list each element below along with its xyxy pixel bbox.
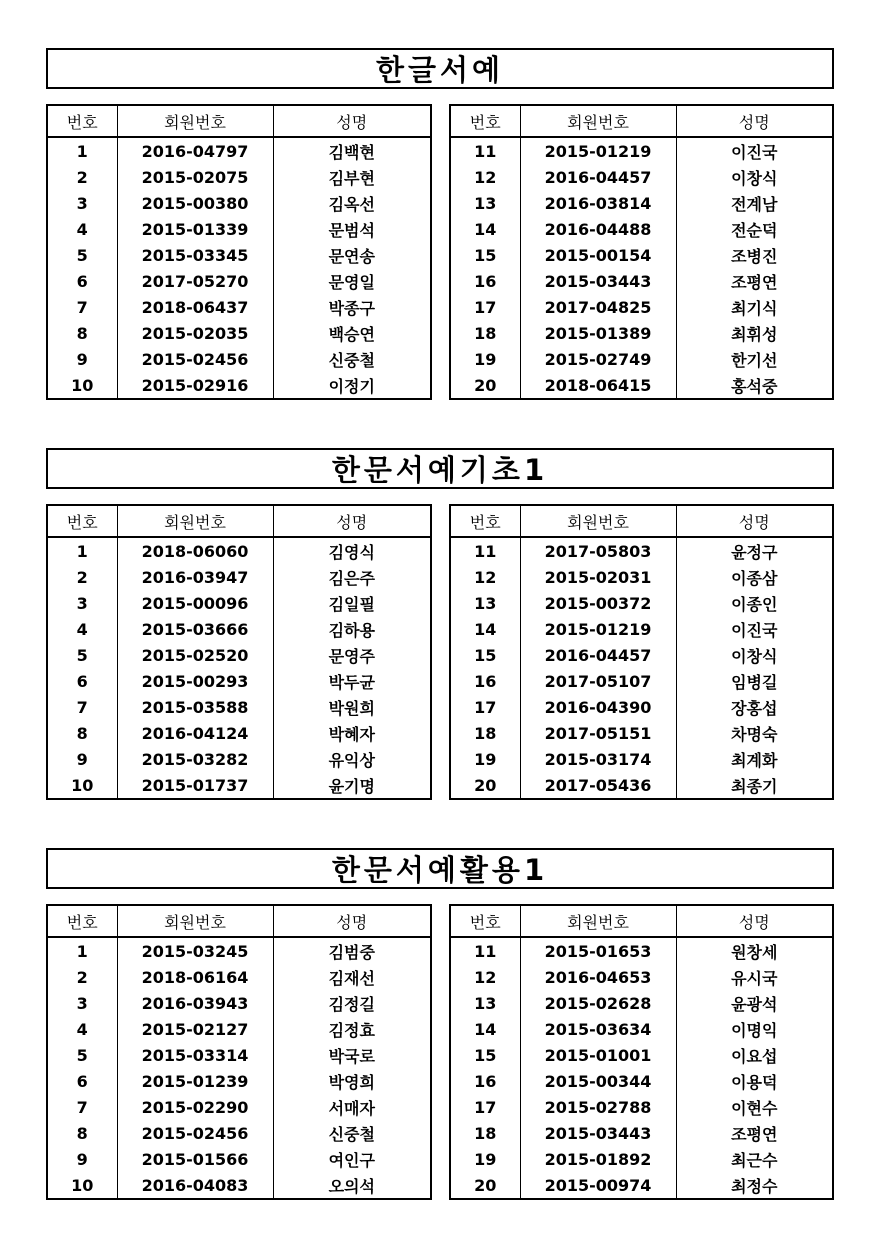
row-number: 13 [450, 990, 520, 1016]
member-id: 2015-03443 [520, 268, 676, 294]
member-name: 김옥선 [328, 194, 375, 214]
table-row [47, 137, 431, 164]
row-number: 17 [450, 294, 520, 320]
member-name: 박두균 [328, 672, 375, 692]
table-row [47, 590, 431, 616]
member-id: 2015-00380 [117, 190, 273, 216]
member-id: 2015-03666 [117, 616, 273, 642]
row-number: 10 [47, 772, 117, 799]
member-id: 2015-01219 [520, 137, 676, 164]
no-header: 번호 [450, 105, 520, 137]
table-row [47, 1016, 431, 1042]
row-number: 12 [450, 164, 520, 190]
row-number: 7 [47, 1094, 117, 1120]
table-row [47, 668, 431, 694]
member-id: 2016-04488 [520, 216, 676, 242]
member-table-right [449, 904, 834, 1200]
member-name: 한기선 [731, 350, 778, 370]
member-name: 최종기 [731, 776, 778, 796]
member-name: 김영식 [328, 542, 375, 562]
member-id: 2015-01219 [520, 616, 676, 642]
member-name: 이진국 [731, 620, 778, 640]
member-name: 여인구 [328, 1150, 375, 1170]
member-name: 김정효 [328, 1020, 375, 1040]
member-name: 최휘성 [731, 324, 778, 344]
member-name: 이진국 [731, 142, 778, 162]
member-name: 이명익 [731, 1020, 778, 1040]
section-title: 한글서예 [46, 48, 834, 89]
row-number: 6 [47, 1068, 117, 1094]
row-number: 17 [450, 694, 520, 720]
member-id: 2017-05107 [520, 668, 676, 694]
member-name: 최근수 [731, 1150, 778, 1170]
table-row [450, 990, 833, 1016]
table-row [47, 990, 431, 1016]
table-row [47, 746, 431, 772]
row-number: 8 [47, 720, 117, 746]
row-number: 5 [47, 242, 117, 268]
section-title: 한문서예활용1 [46, 848, 834, 889]
member-table-right [449, 104, 834, 400]
row-number: 2 [47, 564, 117, 590]
member-id: 2015-01566 [117, 1146, 273, 1172]
member-name: 박원희 [328, 698, 375, 718]
table-row [450, 164, 833, 190]
member-id: 2015-03345 [117, 242, 273, 268]
header-row [450, 505, 833, 537]
member-name: 이요섭 [731, 1046, 778, 1066]
row-number: 19 [450, 746, 520, 772]
table-row [450, 242, 833, 268]
no-header: 번호 [450, 505, 520, 537]
row-number: 15 [450, 642, 520, 668]
header-row [47, 905, 431, 937]
row-number: 20 [450, 372, 520, 399]
member-name: 박혜자 [328, 724, 375, 744]
member-name: 윤광석 [731, 994, 778, 1014]
table-row [450, 564, 833, 590]
member-name: 박국로 [328, 1046, 375, 1066]
header-row [450, 905, 833, 937]
table-row [47, 268, 431, 294]
no-header: 번호 [47, 105, 117, 137]
member-id: 2015-02031 [520, 564, 676, 590]
table-row [450, 1016, 833, 1042]
row-number: 3 [47, 190, 117, 216]
table-row [450, 694, 833, 720]
row-number: 17 [450, 1094, 520, 1120]
member-name: 서매자 [328, 1098, 375, 1118]
member-id: 2015-01239 [117, 1068, 273, 1094]
row-number: 16 [450, 268, 520, 294]
member-name: 김범중 [328, 942, 375, 962]
table-row [47, 1120, 431, 1146]
table-row [450, 720, 833, 746]
member-name: 최기식 [731, 298, 778, 318]
member-id: 2015-01653 [520, 937, 676, 964]
member-id: 2016-04457 [520, 642, 676, 668]
member-id: 2015-03443 [520, 1120, 676, 1146]
member-id: 2015-00344 [520, 1068, 676, 1094]
member-id: 2018-06415 [520, 372, 676, 399]
row-number: 14 [450, 616, 520, 642]
table-row [47, 164, 431, 190]
member-id-header: 회원번호 [117, 505, 273, 537]
member-table-left [46, 504, 432, 800]
table-row [450, 190, 833, 216]
member-id: 2015-01892 [520, 1146, 676, 1172]
member-name: 김백현 [328, 142, 375, 162]
table-row [47, 294, 431, 320]
member-table-left [46, 104, 432, 400]
section-title: 한문서예기초1 [46, 448, 834, 489]
member-id: 2015-00293 [117, 668, 273, 694]
table-row [450, 216, 833, 242]
member-id: 2015-02035 [117, 320, 273, 346]
member-name: 조병진 [731, 246, 778, 266]
member-id: 2015-01389 [520, 320, 676, 346]
row-number: 7 [47, 694, 117, 720]
row-number: 18 [450, 320, 520, 346]
row-number: 18 [450, 1120, 520, 1146]
row-number: 11 [450, 537, 520, 564]
table-row [47, 1146, 431, 1172]
table-row [450, 642, 833, 668]
member-name: 전순덕 [731, 220, 778, 240]
member-id: 2015-03174 [520, 746, 676, 772]
row-number: 13 [450, 590, 520, 616]
member-id: 2017-05270 [117, 268, 273, 294]
member-id: 2015-02628 [520, 990, 676, 1016]
row-number: 4 [47, 216, 117, 242]
member-id: 2016-04083 [117, 1172, 273, 1199]
member-id: 2018-06164 [117, 964, 273, 990]
member-id: 2017-04825 [520, 294, 676, 320]
row-number: 9 [47, 346, 117, 372]
member-name: 조평연 [731, 272, 778, 292]
table-row [450, 668, 833, 694]
table-row [47, 772, 431, 799]
member-name: 김부현 [328, 168, 375, 188]
row-number: 20 [450, 772, 520, 799]
table-row [47, 564, 431, 590]
member-id: 2015-03245 [117, 937, 273, 964]
name-header: 성명 [273, 105, 431, 137]
member-name: 장홍섭 [731, 698, 778, 718]
table-row [450, 320, 833, 346]
member-id: 2015-00096 [117, 590, 273, 616]
member-id: 2016-04797 [117, 137, 273, 164]
member-name: 윤정구 [731, 542, 778, 562]
member-id: 2018-06060 [117, 537, 273, 564]
class-section [46, 848, 834, 1218]
table-row [450, 268, 833, 294]
row-number: 20 [450, 1172, 520, 1199]
member-id: 2015-01001 [520, 1042, 676, 1068]
member-id: 2017-05803 [520, 537, 676, 564]
row-number: 9 [47, 746, 117, 772]
member-name: 홍석중 [731, 376, 778, 396]
row-number: 3 [47, 590, 117, 616]
member-name: 문범석 [328, 220, 375, 240]
member-table-left [46, 904, 432, 1200]
row-number: 10 [47, 372, 117, 399]
member-name: 이종삼 [731, 568, 778, 588]
row-number: 16 [450, 668, 520, 694]
table-row [450, 616, 833, 642]
table-row [47, 720, 431, 746]
row-number: 8 [47, 1120, 117, 1146]
member-name: 오의석 [328, 1176, 375, 1196]
member-name: 조평연 [731, 1124, 778, 1144]
member-name: 문영일 [328, 272, 375, 292]
table-row [450, 372, 833, 399]
member-name: 문영주 [328, 646, 375, 666]
member-id: 2015-02456 [117, 1120, 273, 1146]
member-id: 2015-02749 [520, 346, 676, 372]
member-id: 2015-02520 [117, 642, 273, 668]
member-name: 최계화 [731, 750, 778, 770]
member-name: 김하용 [328, 620, 375, 640]
member-name: 차명숙 [731, 724, 778, 744]
header-row [450, 105, 833, 137]
member-id: 2015-03314 [117, 1042, 273, 1068]
member-id-header: 회원번호 [520, 905, 676, 937]
table-row [450, 1120, 833, 1146]
member-name: 박영희 [328, 1072, 375, 1092]
table-row [47, 642, 431, 668]
table-row [450, 937, 833, 964]
member-id: 2016-03947 [117, 564, 273, 590]
table-row [450, 137, 833, 164]
table-row [47, 216, 431, 242]
row-number: 8 [47, 320, 117, 346]
member-id-header: 회원번호 [117, 105, 273, 137]
member-id-header: 회원번호 [117, 905, 273, 937]
table-row [450, 346, 833, 372]
table-row [47, 937, 431, 964]
row-number: 4 [47, 616, 117, 642]
member-name: 이종인 [731, 594, 778, 614]
member-id: 2015-01339 [117, 216, 273, 242]
table-row [47, 242, 431, 268]
member-name: 신중철 [328, 1124, 375, 1144]
row-number: 10 [47, 1172, 117, 1199]
member-name: 신중철 [328, 350, 375, 370]
table-row [47, 190, 431, 216]
row-number: 5 [47, 642, 117, 668]
member-name: 유시국 [731, 968, 778, 988]
member-id: 2015-02075 [117, 164, 273, 190]
no-header: 번호 [450, 905, 520, 937]
member-name: 김정길 [328, 994, 375, 1014]
member-name: 이창식 [731, 168, 778, 188]
row-number: 11 [450, 937, 520, 964]
row-number: 11 [450, 137, 520, 164]
row-number: 1 [47, 137, 117, 164]
table-row [450, 1094, 833, 1120]
member-name: 김일필 [328, 594, 375, 614]
row-number: 2 [47, 164, 117, 190]
table-row [450, 772, 833, 799]
table-row [47, 372, 431, 399]
member-id: 2016-04457 [520, 164, 676, 190]
member-id: 2015-02916 [117, 372, 273, 399]
table-row [47, 537, 431, 564]
row-number: 4 [47, 1016, 117, 1042]
header-row [47, 505, 431, 537]
member-id: 2015-00372 [520, 590, 676, 616]
member-id: 2016-03943 [117, 990, 273, 1016]
member-name: 최정수 [731, 1176, 778, 1196]
name-header: 성명 [273, 905, 431, 937]
class-section [46, 448, 834, 818]
row-number: 7 [47, 294, 117, 320]
row-number: 9 [47, 1146, 117, 1172]
member-name: 원창세 [731, 942, 778, 962]
table-row [47, 616, 431, 642]
member-name: 김은주 [328, 568, 375, 588]
row-number: 2 [47, 964, 117, 990]
member-name: 박종구 [328, 298, 375, 318]
no-header: 번호 [47, 905, 117, 937]
member-id: 2016-04653 [520, 964, 676, 990]
header-row [47, 105, 431, 137]
member-name: 전계남 [731, 194, 778, 214]
member-name: 이창식 [731, 646, 778, 666]
table-row [450, 746, 833, 772]
row-number: 1 [47, 937, 117, 964]
row-number: 6 [47, 668, 117, 694]
table-row [47, 694, 431, 720]
row-number: 15 [450, 1042, 520, 1068]
member-name: 이용덕 [731, 1072, 778, 1092]
table-row [47, 320, 431, 346]
row-number: 19 [450, 346, 520, 372]
table-row [47, 1172, 431, 1199]
row-number: 13 [450, 190, 520, 216]
row-number: 6 [47, 268, 117, 294]
row-number: 19 [450, 1146, 520, 1172]
table-row [47, 1094, 431, 1120]
member-id: 2018-06437 [117, 294, 273, 320]
name-header: 성명 [273, 505, 431, 537]
table-row [450, 294, 833, 320]
member-name: 유익상 [328, 750, 375, 770]
row-number: 5 [47, 1042, 117, 1068]
member-id: 2015-01737 [117, 772, 273, 799]
member-id: 2015-03282 [117, 746, 273, 772]
row-number: 16 [450, 1068, 520, 1094]
table-row [450, 1146, 833, 1172]
member-id: 2015-00154 [520, 242, 676, 268]
member-id: 2015-00974 [520, 1172, 676, 1199]
table-row [450, 1042, 833, 1068]
table-row [450, 590, 833, 616]
table-row [450, 1172, 833, 1199]
member-id: 2017-05436 [520, 772, 676, 799]
member-id: 2015-03588 [117, 694, 273, 720]
member-name: 이현수 [731, 1098, 778, 1118]
table-row [47, 1068, 431, 1094]
member-id: 2015-02290 [117, 1094, 273, 1120]
row-number: 14 [450, 216, 520, 242]
member-id: 2017-05151 [520, 720, 676, 746]
member-name: 임병길 [731, 672, 778, 692]
member-table-right [449, 504, 834, 800]
table-row [450, 964, 833, 990]
table-row [47, 346, 431, 372]
table-row [47, 964, 431, 990]
row-number: 12 [450, 964, 520, 990]
name-header: 성명 [676, 105, 833, 137]
member-name: 백승연 [328, 324, 375, 344]
no-header: 번호 [47, 505, 117, 537]
member-id: 2016-03814 [520, 190, 676, 216]
member-id: 2015-03634 [520, 1016, 676, 1042]
table-row [450, 1068, 833, 1094]
member-name: 이정기 [328, 376, 375, 396]
member-id: 2015-02456 [117, 346, 273, 372]
member-id: 2016-04124 [117, 720, 273, 746]
class-section [46, 48, 834, 418]
row-number: 12 [450, 564, 520, 590]
name-header: 성명 [676, 505, 833, 537]
name-header: 성명 [676, 905, 833, 937]
row-number: 14 [450, 1016, 520, 1042]
member-name: 김재선 [328, 968, 375, 988]
member-id: 2016-04390 [520, 694, 676, 720]
row-number: 15 [450, 242, 520, 268]
member-name: 윤기명 [328, 776, 375, 796]
table-row [450, 537, 833, 564]
row-number: 3 [47, 990, 117, 1016]
member-name: 문연송 [328, 246, 375, 266]
table-row [47, 1042, 431, 1068]
row-number: 1 [47, 537, 117, 564]
member-id-header: 회원번호 [520, 105, 676, 137]
member-id-header: 회원번호 [520, 505, 676, 537]
member-id: 2015-02127 [117, 1016, 273, 1042]
member-id: 2015-02788 [520, 1094, 676, 1120]
row-number: 18 [450, 720, 520, 746]
